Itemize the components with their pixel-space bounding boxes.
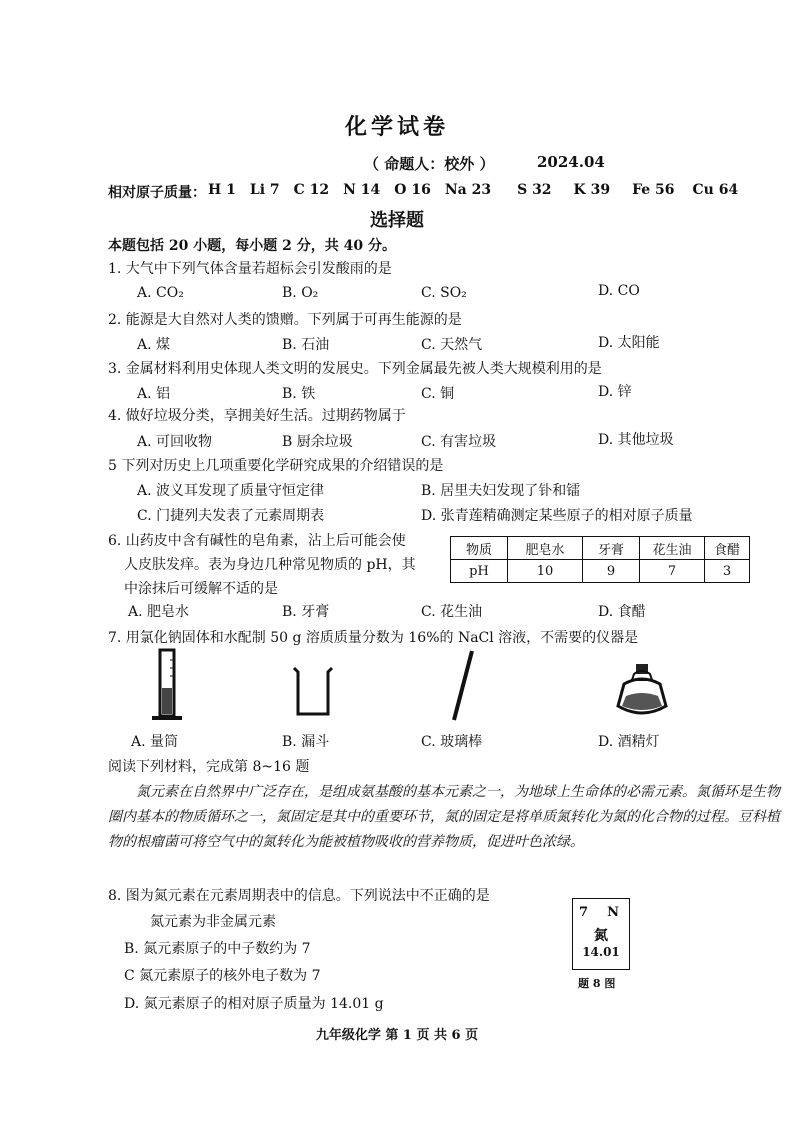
section-intro: 本题包括 20 小题，每小题 2 分，共 40 分。 [108, 238, 396, 254]
graduated-cylinder-icon [150, 648, 184, 724]
atomic-mass-item: O 16 [394, 182, 431, 198]
question-stem: 人皮肤发痒。表为身边几种常见物质的 pH，其 [124, 557, 416, 573]
question-stem: 1. 大气中下列气体含量若超标会引发酸雨的是 [108, 261, 392, 277]
option-a: A. 可回收物 [137, 434, 213, 450]
option-c: C. 天然气 [421, 337, 483, 353]
ph-table-cell: 10 [508, 560, 583, 583]
question-stem: 5 下列对历史上几项重要化学研究成果的介绍错误的是 [108, 458, 444, 474]
ph-table-header: 肥皂水 [508, 537, 583, 560]
ph-table-cell: 3 [705, 560, 750, 583]
option-b: B. 石油 [282, 337, 330, 353]
option-b: B 厨余垃圾 [282, 434, 353, 450]
question-stem: 6. 山药皮中含有碱性的皂角素，沾上后可能会使 [108, 533, 406, 549]
option-b: B. 牙膏 [282, 604, 330, 620]
option-c: C. 门捷列夫发表了元素周期表 [137, 508, 325, 524]
option-d: D. 食醋 [598, 604, 646, 620]
atomic-mass-item: S 32 [517, 182, 552, 198]
page-footer: 九年级化学 第 1 页 共 6 页 [315, 1028, 479, 1043]
atomic-mass-item: H 1 [208, 182, 236, 198]
option-d: D. 氮元素原子的相对原子质量为 14.01 g [124, 996, 384, 1012]
ph-table-row-label: pH [451, 560, 508, 583]
page-title: 化学试卷 [344, 114, 449, 140]
ph-table-cell: 9 [583, 560, 640, 583]
option-d: D. 张青莲精确测定某些原子的相对原子质量 [421, 508, 693, 524]
ph-table-header: 物质 [451, 537, 508, 560]
option-b: B. 漏斗 [282, 734, 330, 750]
option-a: A. 铝 [137, 386, 171, 402]
option-b: B. 铁 [282, 386, 316, 402]
option-a: A. 量筒 [131, 734, 179, 750]
question-stem: 中涂抹后可缓解不适的是 [124, 581, 278, 597]
atomic-mass-item: Na 23 [444, 182, 492, 198]
option-d: D. 锌 [598, 384, 632, 400]
option-c: C. 有害垃圾 [421, 434, 497, 450]
option-a: 氮元素为非金属元素 [150, 914, 276, 930]
atomic-mass-item: Fe 56 [632, 182, 675, 198]
option-c: C. 铜 [421, 386, 455, 402]
atomic-mass-item: Li 7 [249, 182, 280, 198]
alcohol-lamp-icon [612, 660, 672, 722]
atomic-mass-item: K 39 [573, 182, 611, 198]
question-stem: 8. 图为氮元素在元素周期表中的信息。下列说法中不正确的是 [108, 888, 490, 904]
author-note: （ 命题人：校外 ） [364, 155, 495, 173]
section-title: 选择题 [370, 210, 424, 231]
option-d: D. 其他垃圾 [598, 432, 674, 448]
question-stem: 4. 做好垃圾分类，享拥美好生活。过期药物属于 [108, 408, 406, 424]
ph-table-header: 花生油 [640, 537, 705, 560]
question-stem: 2. 能源是大自然对人类的馈赠。下列属于可再生能源的是 [108, 312, 462, 328]
element-name: 氮 [594, 928, 608, 944]
figure-caption: 题 8 图 [578, 977, 616, 990]
option-b: B. 居里夫妇发现了钋和镭 [421, 483, 581, 499]
beaker-icon [290, 664, 334, 720]
option-a: A. CO₂ [137, 285, 184, 301]
option-c: C. 玻璃棒 [421, 734, 483, 750]
option-d: D. CO [598, 283, 640, 299]
atomic-mass-label: 相对原子质量： [108, 185, 206, 201]
atomic-number: 7 [579, 905, 589, 920]
option-c: C. 花生油 [421, 604, 483, 620]
option-d: D. 酒精灯 [598, 734, 660, 750]
periodic-table-card [572, 898, 630, 970]
ph-table-cell: 7 [640, 560, 705, 583]
question-stem: 7. 用氯化钠固体和水配制 50 g 溶质质量分数为 16%的 NaCl 溶液，不需要的仪器是 [108, 630, 639, 646]
option-b: B. O₂ [282, 285, 319, 301]
option-a: A. 煤 [137, 337, 171, 353]
exam-date: 2024.04 [537, 153, 605, 171]
option-a: A. 波义耳发现了质量守恒定律 [137, 483, 325, 499]
reading-passage: 氮元素在自然界中广泛存在，是组成氨基酸的基本元素之一，为地球上生命体的必需元素。氮循环是生物圈内基本的物质循环之一，氮固定是其中的重要环节，氮的固定是将单质氮转化为氮的化合物的过程。豆科植物的根瘤菌可将空气中的氮转化为能被植物吸收的营养物质，促进叶色浓绿。 [108, 784, 780, 850]
ph-table-header: 牙膏 [583, 537, 640, 560]
atomic-mass-item: C 12 [293, 182, 330, 198]
question-stem: 3. 金属材料利用史体现人类文明的发展史。下列金属最先被人类大规模利用的是 [108, 361, 602, 377]
option-b: B. 氮元素原子的中子数约为 7 [124, 941, 311, 957]
option-c: C. SO₂ [421, 285, 467, 301]
atomic-mass-item: Cu 64 [692, 182, 739, 198]
ph-table-header: 食醋 [705, 537, 750, 560]
reading-prompt: 阅读下列材料，完成第 8~16 题 [108, 759, 310, 775]
glass-rod-icon [448, 648, 478, 724]
atomic-mass: 14.01 [582, 945, 620, 959]
atomic-mass-item: N 14 [343, 182, 381, 198]
option-a: A. 肥皂水 [128, 604, 190, 620]
atomic-mass-line [108, 182, 752, 202]
ph-table [450, 536, 750, 583]
option-c: C 氮元素原子的核外电子数为 7 [124, 968, 321, 984]
option-d: D. 太阳能 [598, 335, 660, 351]
element-symbol: N [607, 905, 619, 920]
